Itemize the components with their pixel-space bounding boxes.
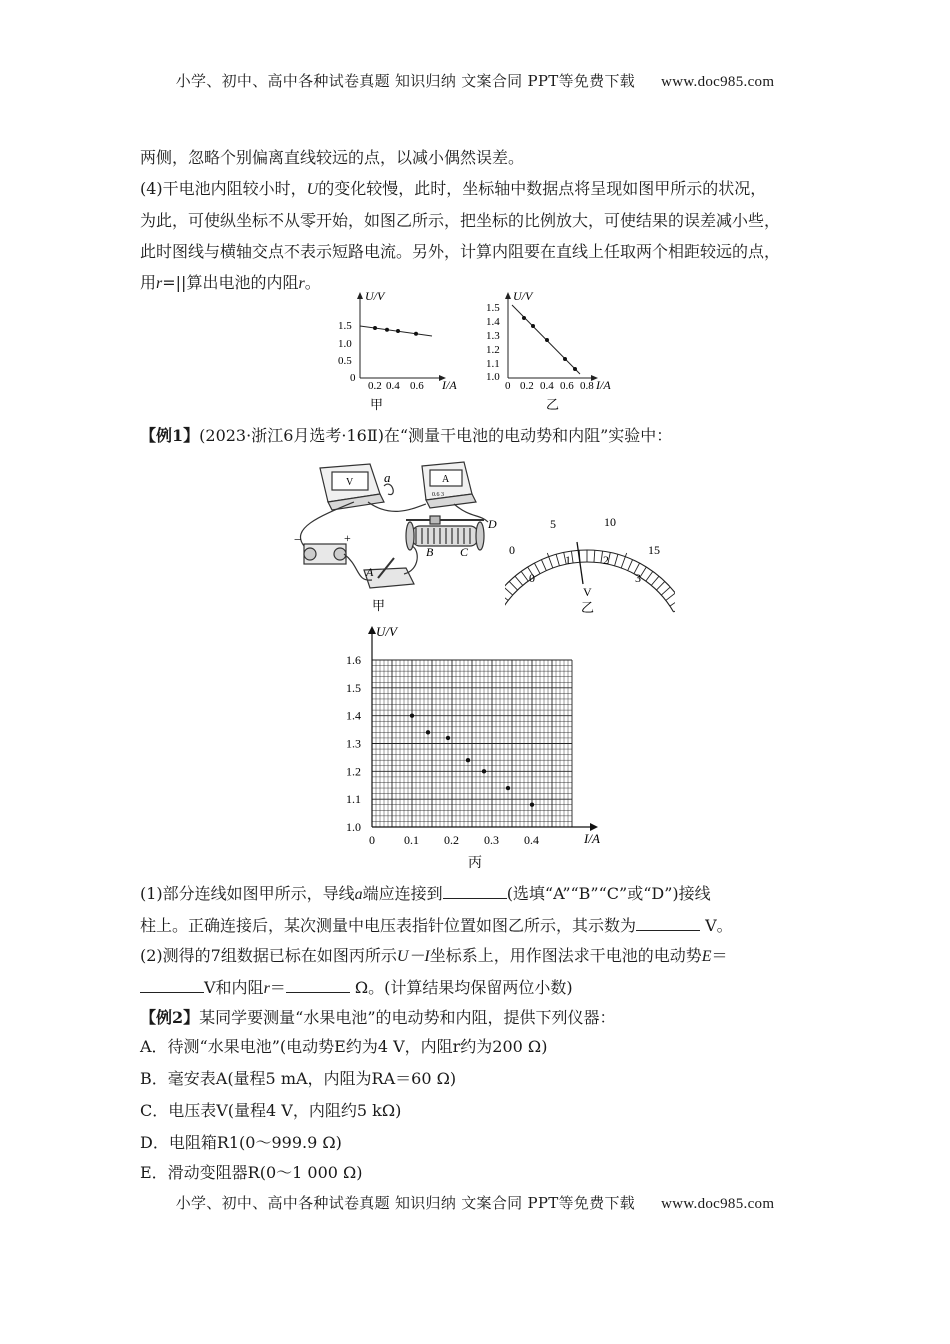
jia-ylabel: U/V xyxy=(365,289,385,303)
dial-inner-label: 1 xyxy=(565,553,571,567)
chart-ylabel: U/V xyxy=(376,624,397,639)
ui-chart xyxy=(340,620,620,872)
jia-ytick: 0 xyxy=(350,372,356,384)
ex1-tag: 【例1】 xyxy=(140,426,200,445)
chart-xtick-label: 0 xyxy=(369,833,375,847)
ex2-option: C．电压表V(量程4 V，内阻约5 kΩ) xyxy=(140,1101,402,1120)
chart-xtick-label: 0.4 xyxy=(524,833,539,847)
ex2-option: E．滑动变阻器R(0～1 000 Ω) xyxy=(140,1163,363,1182)
intro-line: (4)干电池内阻较小时，U的变化较慢，此时，坐标轴中数据点将呈现如图甲所示的状况， xyxy=(140,179,767,198)
page-header xyxy=(0,70,950,91)
header-slogan: 小学、初中、高中各种试卷真题 知识归纳 文案合同 PPT等免费下载 xyxy=(175,72,636,90)
footer-slogan: 小学、初中、高中各种试卷真题 知识归纳 文案合同 PPT等免费下载 xyxy=(175,1194,636,1212)
chart-xtick-label: 0.1 xyxy=(404,833,419,847)
small-figures xyxy=(330,288,630,416)
ammeter-symbol: A xyxy=(442,474,450,485)
yi-xlabel: I/A xyxy=(596,378,611,392)
voltmeter-dial-figure xyxy=(505,512,675,620)
answer-blank-emf[interactable] xyxy=(140,979,204,993)
jia-xlabel: I/A xyxy=(442,378,457,392)
ammeter-scale: 0.6 3 xyxy=(432,492,444,498)
question-2 xyxy=(140,940,812,1004)
ex1-source: (2023·浙江6月选考·16Ⅱ)在“测量干电池的电动势和内阻”实验中： xyxy=(199,426,673,445)
battery-minus: − xyxy=(294,532,302,547)
dial-needle xyxy=(577,542,583,584)
yi-ylabel: U/V xyxy=(513,289,533,303)
chart-ytick-label: 1.5 xyxy=(346,680,361,695)
chart-ytick-label: 1.6 xyxy=(346,653,361,667)
circuit-figure xyxy=(280,458,510,618)
circuit-label-a: a xyxy=(384,470,391,485)
intro-line: 此时图线与横轴交点不表示短路电流。另外，计算内阻要在直线上任取两个相距较远的点， xyxy=(140,242,781,261)
answer-blank-resistance[interactable] xyxy=(286,979,350,993)
intro-paragraph xyxy=(140,142,812,299)
dial-inner-label: 3 xyxy=(635,571,641,585)
circuit-label-B: B xyxy=(426,545,434,559)
q2-line: V和内阻r＝ Ω。(计算结果均保留两位小数) xyxy=(140,972,812,1004)
chart-data-point xyxy=(410,713,414,717)
chart-ytick-label: 1.2 xyxy=(346,764,361,779)
ex2-option: D．电阻箱R1(0～999.9 Ω) xyxy=(140,1133,342,1152)
chart-data-point xyxy=(506,786,510,790)
circuit-label-A: A xyxy=(366,565,374,579)
yi-xtick: 0.6 xyxy=(560,380,574,392)
circuit-caption: 甲 xyxy=(372,599,386,614)
answer-blank-voltage[interactable] xyxy=(636,917,700,931)
dial-inner-label: 0 xyxy=(529,571,535,585)
yi-ytick: 1.2 xyxy=(486,344,500,356)
q2-line: (2)测得的7组数据已标在如图丙所示U－I坐标系上，用作图法求干电池的电动势E＝ xyxy=(140,946,728,965)
chart-ytick-label: 1.1 xyxy=(346,792,361,807)
chart-data-point xyxy=(466,758,470,762)
answer-blank-terminal[interactable] xyxy=(443,885,507,899)
yi-ytick: 1.4 xyxy=(486,316,500,328)
chart-ytick-label: 1.0 xyxy=(346,820,361,834)
footer-site-link[interactable]: www.doc985.com xyxy=(661,1196,775,1212)
ex2-stem: 某同学要测量“水果电池”的电动势和内阻，提供下列仪器： xyxy=(199,1008,616,1027)
jia-caption: 甲 xyxy=(370,398,384,413)
jia-xtick: 0.6 xyxy=(410,380,424,392)
header-site-link[interactable]: www.doc985.com xyxy=(661,74,775,90)
chart-data-point xyxy=(530,803,534,807)
chart-data-point xyxy=(426,730,430,734)
yi-ytick: 1.0 xyxy=(486,371,500,383)
ex1-heading xyxy=(140,420,812,451)
chart-ytick-label: 1.4 xyxy=(346,708,361,723)
jia-xtick: 0.4 xyxy=(386,380,400,392)
yi-xtick: 0.8 xyxy=(580,380,594,392)
yi-ytick: 1.5 xyxy=(486,302,500,314)
dial-outer-label: 15 xyxy=(648,543,660,557)
jia-ytick: 0.5 xyxy=(338,355,352,367)
q1-line: (1)部分连线如图甲所示，导线a端应连接到 (选填“A”“B”“C”或“D”)接线 xyxy=(140,884,711,903)
question-1 xyxy=(140,878,812,941)
voltmeter-symbol: V xyxy=(346,477,354,488)
yi-ytick: 1.1 xyxy=(486,358,500,370)
chart-caption: 丙 xyxy=(468,855,482,871)
chart-xlabel: I/A xyxy=(584,831,600,846)
yi-xtick: 0 xyxy=(505,380,511,392)
q1-line: 柱上。正确连接后，某次测量中电压表指针位置如图乙所示，其示数为 V。 xyxy=(140,916,733,935)
chart-data-point xyxy=(482,769,486,773)
ex2-tag: 【例2】 xyxy=(140,1008,200,1027)
jia-ytick: 1.5 xyxy=(338,320,352,332)
ex2-option: A．待测“水果电池”(电动势E约为4 V，内阻r约为200 Ω) xyxy=(140,1037,548,1056)
intro-line: 为此，可使纵坐标不从零开始，如图乙所示，把坐标的比例放大，可使结果的误差减小些， xyxy=(140,211,781,230)
figure-yi-graph xyxy=(486,289,611,413)
dial-inner-label: 2 xyxy=(603,553,609,567)
dial-outer-label: 5 xyxy=(550,517,556,531)
chart-xtick-label: 0.3 xyxy=(484,833,499,847)
dial-caption: 乙 xyxy=(581,601,595,616)
ex2-option: B．毫安表A(量程5 mA，内阻为RA＝60 Ω) xyxy=(140,1069,457,1088)
yi-xtick: 0.2 xyxy=(520,380,534,392)
yi-caption: 乙 xyxy=(546,398,560,413)
intro-line: 用r=||算出电池的内阻r。 xyxy=(140,273,321,292)
chart-data-point xyxy=(446,736,450,740)
battery-plus: + xyxy=(344,531,351,545)
dial-outer-label: 10 xyxy=(604,515,616,529)
chart-xtick-label: 0.2 xyxy=(444,833,459,847)
circuit-label-C: C xyxy=(460,545,469,559)
jia-xtick: 0.2 xyxy=(368,380,382,392)
jia-ytick: 1.0 xyxy=(338,338,352,350)
figure-jia-graph xyxy=(338,289,457,413)
circuit-label-D: D xyxy=(488,517,497,531)
yi-xtick: 0.4 xyxy=(540,380,554,392)
intro-line: 两侧，忽略个别偏离直线较远的点，以减小偶然误差。 xyxy=(140,148,525,167)
ex2-heading xyxy=(140,1002,812,1033)
dial-outer-label: 0 xyxy=(509,543,515,557)
page-footer xyxy=(0,1192,950,1213)
dial-unit: V xyxy=(583,585,592,599)
chart-ytick-label: 1.3 xyxy=(346,736,361,751)
yi-ytick: 1.3 xyxy=(486,330,500,342)
